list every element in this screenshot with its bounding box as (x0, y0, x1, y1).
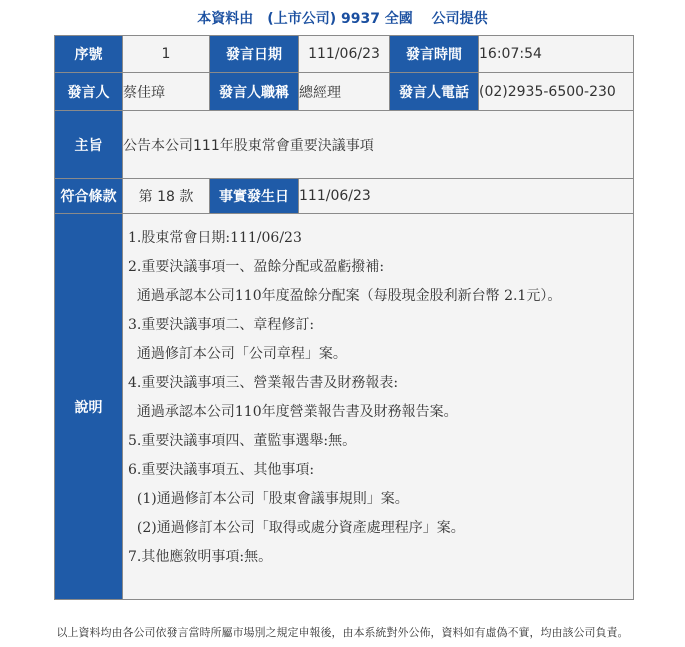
description-cell (123, 214, 634, 600)
phone-value: (02)2935-6500-230 (479, 73, 634, 111)
description-label: 說明 (55, 214, 123, 600)
table-row (55, 36, 634, 73)
report-source-header: 本資料由 (上市公司) 9937 全國 公司提供 (197, 11, 488, 27)
table-row (55, 214, 634, 600)
subject-value: 公告本公司111年股東常會重要決議事項 (123, 111, 634, 179)
description-line: 6.重要決議事項五、其他事項: (128, 462, 315, 478)
clause-label: 符合條款 (55, 179, 123, 214)
description-line: 5.重要決議事項四、董監事選舉:無。 (128, 433, 357, 449)
description-line: 通過修訂本公司「公司章程」案。 (128, 346, 347, 362)
clause-value: 第 18 款 (123, 179, 210, 214)
description-line: 通過承認本公司110年度盈餘分配案（每股現金股利新台幣 2.1元）。 (128, 288, 562, 304)
phone-label: 發言人電話 (390, 73, 479, 111)
event-date-value: 111/06/23 (299, 179, 634, 214)
disclaimer-footer: 以上資料均由各公司依發言當時所屬市場別之規定申報後，由本系統對外公佈，資料如有虛偽不實，均由該公司負責。 (56, 626, 629, 639)
description-line: (2)通過修訂本公司「取得或處分資產處理程序」案。 (128, 520, 465, 536)
announcement-table (54, 35, 634, 600)
time-label: 發言時間 (390, 36, 479, 73)
speaker-label: 發言人 (55, 73, 123, 111)
description-list (123, 214, 633, 582)
date-value: 111/06/23 (299, 36, 390, 73)
description-line: 4.重要決議事項三、營業報告書及財務報表: (128, 375, 399, 391)
description-line: 3.重要決議事項二、章程修訂: (128, 317, 315, 333)
description-line: (1)通過修訂本公司「股東會議事規則」案。 (128, 491, 409, 507)
event-date-label: 事實發生日 (210, 179, 299, 214)
seq-value: 1 (123, 36, 210, 73)
date-label: 發言日期 (210, 36, 299, 73)
description-line: 2.重要決議事項一、盈餘分配或盈虧撥補: (128, 259, 385, 275)
table-row (55, 179, 634, 214)
time-value: 16:07:54 (479, 36, 634, 73)
description-line: 7.其他應敘明事項:無。 (128, 549, 273, 565)
seq-label: 序號 (55, 36, 123, 73)
speaker-value: 蔡佳璋 (123, 73, 210, 111)
description-line: 通過承認本公司110年度營業報告書及財務報告案。 (128, 404, 458, 420)
description-line: 1.股東常會日期:111/06/23 (128, 230, 302, 246)
speaker-title-value: 總經理 (299, 73, 390, 111)
table-row (55, 111, 634, 179)
subject-label: 主旨 (55, 111, 123, 179)
table-row (55, 73, 634, 111)
speaker-title-label: 發言人職稱 (210, 73, 299, 111)
